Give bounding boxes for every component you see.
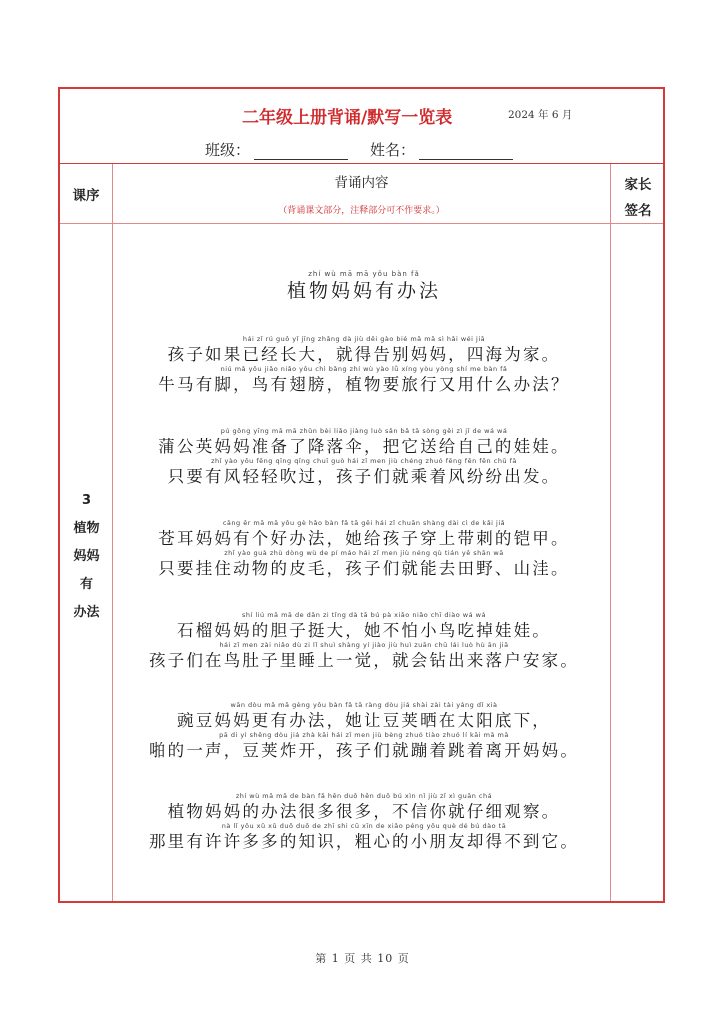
line-text: 豌豆妈妈更有办法，她让豆荚晒在太阳底下， xyxy=(177,711,551,730)
lesson-title-line: 妈妈 xyxy=(73,549,100,564)
poem-title-pinyin: zhí wù mā mā yǒu bàn fǎ xyxy=(308,270,420,278)
line-pinyin: pā di yì shēng dòu jiá zhà kāi hái zǐ men jiù bèng zhuó tiào zhuó lí kāi mā mā xyxy=(219,731,509,739)
stanza xyxy=(116,701,612,761)
line-text: 啪的一声，豆荚炸开，孩子们就蹦着跳着离开妈妈。 xyxy=(148,741,580,760)
recitation-table xyxy=(58,87,665,903)
student-info-row xyxy=(205,139,535,160)
poem-line xyxy=(116,549,612,579)
page-title: 二年级上册背诵/默写一览表 xyxy=(242,108,453,128)
stanza xyxy=(116,427,612,487)
header-signature-line1: 家长 xyxy=(624,177,652,193)
line-text: 牛马有脚，鸟有翅膀，植物要旅行又用什么办法？ xyxy=(158,375,570,394)
header-lesson: 课序 xyxy=(72,188,100,204)
line-pinyin: shí liú mā mā de dǎn zi tǐng dà tā bú pà xiǎo niǎo chī diào wá wá xyxy=(242,611,486,619)
line-pinyin: hái zǐ rú guǒ yǐ jīng zhǎng dà jiù děi gào bié mā mā sì hǎi wéi jiā xyxy=(242,335,486,343)
header-signature-line2: 签名 xyxy=(624,203,652,219)
line-pinyin: zhí wù mā mā de bàn fǎ hěn duō hěn duō bú xìn nǐ jiù zǐ xì guān chá xyxy=(235,792,493,800)
name-label: 姓名： xyxy=(370,141,416,159)
poem-line xyxy=(116,335,612,365)
stanza xyxy=(116,792,612,852)
stanza xyxy=(116,611,612,671)
poem-line xyxy=(116,641,612,671)
class-field[interactable] xyxy=(254,144,348,160)
line-text: 那里有许许多多的知识，粗心的小朋友却得不到它。 xyxy=(148,832,580,851)
lesson-cell xyxy=(60,487,113,627)
line-pinyin: cāng ěr mā mā yǒu gè hǎo bàn fǎ tā gěi hái zǐ chuān shàng dài cì de kǎi jiǎ xyxy=(222,519,506,527)
class-label: 班级： xyxy=(205,141,251,159)
line-text: 蒲公英妈妈准备了降落伞，把它送给自己的娃娃。 xyxy=(158,437,570,456)
header-content-note: （背诵课文部分，注释部分可不作要求。） xyxy=(278,206,445,216)
line-pinyin: niú mǎ yǒu jiǎo niǎo yǒu chì bǎng zhí wù yào lǚ xíng yòu yòng shí me bàn fǎ xyxy=(220,365,508,373)
poem-line xyxy=(116,457,612,487)
poem-line xyxy=(116,822,612,852)
date-label: 2024 年 6 月 xyxy=(508,109,573,121)
line-pinyin: zhǐ yào yǒu fēng qīng qīng chuī guò hái zǐ men jiù chéng zhuó fēng fēn fēn chū fā xyxy=(211,457,517,465)
header-content: 背诵内容 xyxy=(334,175,389,191)
poem-line xyxy=(116,611,612,641)
poem-line xyxy=(116,519,612,549)
line-text: 苍耳妈妈有个好办法，她给孩子穿上带刺的铠甲。 xyxy=(158,529,570,548)
poem-line xyxy=(116,427,612,457)
line-text: 植物妈妈的办法很多很多，不信你就仔细观察。 xyxy=(167,802,561,821)
poem-title-text: 植物妈妈有办法 xyxy=(286,280,441,302)
lesson-title-line: 有 xyxy=(79,577,93,592)
divider xyxy=(60,223,663,224)
line-pinyin: zhǐ yào guà zhù dòng wù de pí máo hái zǐ men jiù néng qù tián yě shān wā xyxy=(224,549,504,557)
stanza xyxy=(116,519,612,579)
poem-line xyxy=(116,792,612,822)
poem-line xyxy=(116,731,612,761)
lesson-number: 3 xyxy=(81,493,92,508)
page-footer: 第 1 页 共 10 页 xyxy=(315,952,410,965)
line-text: 只要有风轻轻吹过，孩子们就乘着风纷纷出发。 xyxy=(167,467,561,486)
line-text: 孩子如果已经长大，就得告别妈妈，四海为家。 xyxy=(167,345,561,364)
divider xyxy=(60,163,663,164)
name-field[interactable] xyxy=(419,144,513,160)
poem-title xyxy=(116,270,612,303)
poem-line xyxy=(116,701,612,731)
signature-cell[interactable] xyxy=(611,224,665,901)
poem-line xyxy=(116,365,612,395)
line-text: 石榴妈妈的胆子挺大，她不怕小鸟吃掉娃娃。 xyxy=(177,621,551,640)
line-pinyin: hái zǐ men zài niǎo dù zi lǐ shuì shàng yí jiào jiù huì zuān chū lái luò hù ān jiā xyxy=(219,641,509,649)
line-pinyin: pú gōng yīng mā mā zhǔn bèi liǎo jiàng luò sǎn bǎ tā sòng gěi zì jǐ de wá wá xyxy=(220,427,508,435)
lesson-title-line: 植物 xyxy=(73,521,100,536)
line-pinyin: nà lǐ yǒu xǔ xǔ duō duō de zhī shi cū xīn de xiǎo péng yǒu què dé bú dào tā xyxy=(221,822,507,830)
stanza xyxy=(116,335,612,395)
line-pinyin: wān dòu mā mā gèng yǒu bàn fǎ tā ràng dòu jiá shài zài tài yáng dǐ xià xyxy=(230,701,498,709)
line-text: 孩子们在鸟肚子里睡上一觉，就会钻出来落户安家。 xyxy=(148,651,580,670)
lesson-title-line: 办法 xyxy=(73,605,100,620)
line-text: 只要挂住动物的皮毛，孩子们就能去田野、山洼。 xyxy=(158,559,570,578)
